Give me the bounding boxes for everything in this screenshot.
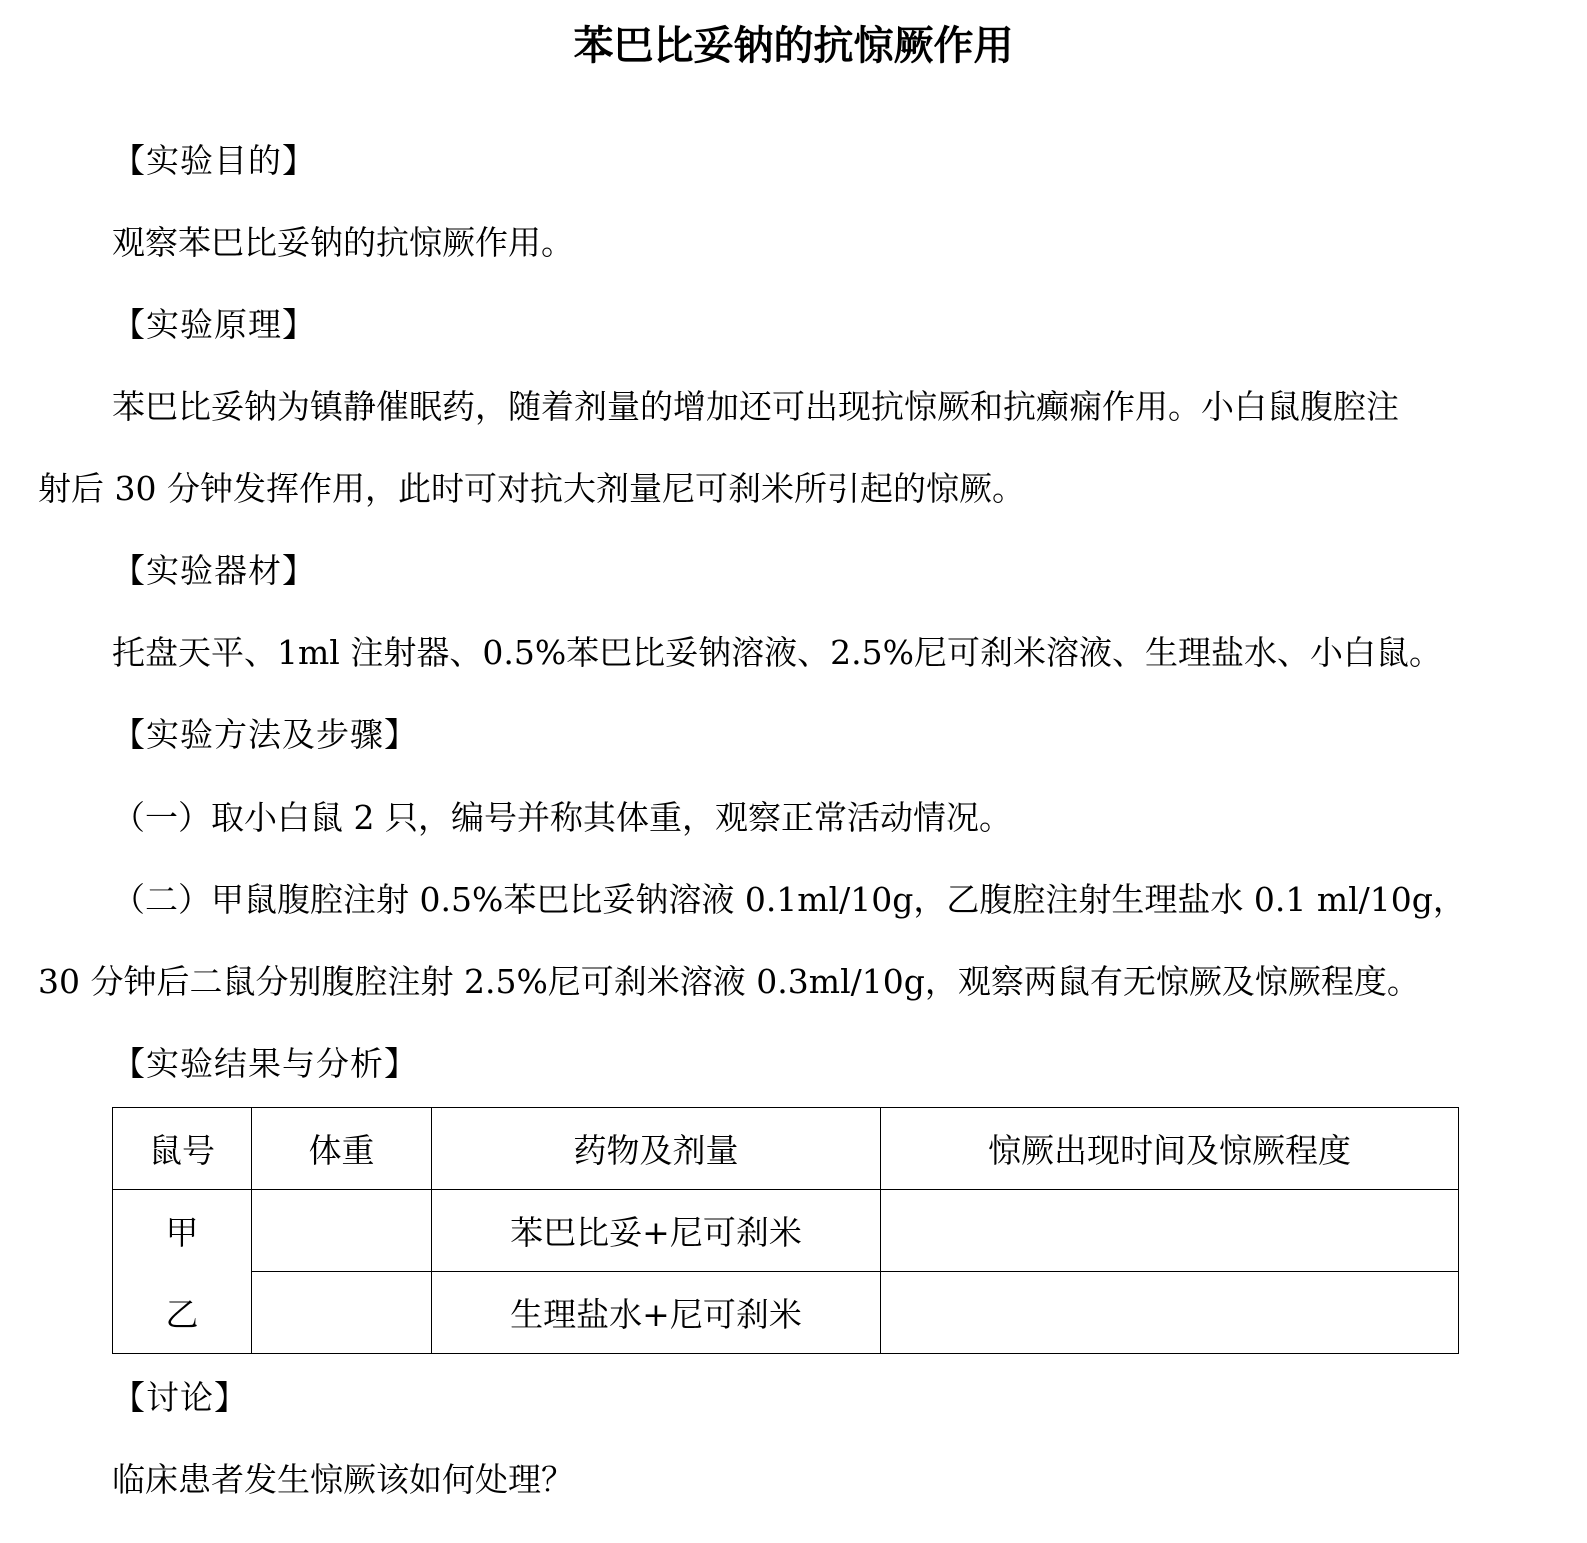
mouse-number-cell: 乙 xyxy=(113,1272,252,1354)
results-heading: 【实验结果与分析】 xyxy=(112,1044,418,1083)
discussion-text: 临床患者发生惊厥该如何处理？ xyxy=(112,1460,574,1499)
purpose-text: 观察苯巴比妥钠的抗惊厥作用。 xyxy=(112,223,574,262)
methods-step-1: （一）取小白鼠 2 只，编号并称其体重，观察正常活动情况。 xyxy=(112,798,1012,837)
methods-step-2-line-1: （二）甲鼠腹腔注射 0.5%苯巴比妥钠溶液 0.1ml/10g，乙腹腔注射生理盐水 0.1 ml/10g， xyxy=(112,880,1466,919)
principle-heading: 【实验原理】 xyxy=(112,305,316,344)
materials-heading: 【实验器材】 xyxy=(112,551,316,590)
table-header-row xyxy=(113,1108,1459,1190)
methods-step-2-line-2: 30 分钟后二鼠分别腹腔注射 2.5%尼可刹米溶液 0.3ml/10g，观察两鼠有无惊厥及惊厥程度。 xyxy=(38,962,1420,1001)
table-row xyxy=(113,1190,1459,1272)
drug-cell: 苯巴比妥+尼可刹米 xyxy=(432,1190,881,1272)
methods-heading: 【实验方法及步骤】 xyxy=(112,715,418,754)
convulsion-cell xyxy=(881,1190,1459,1272)
header-drug-dose: 药物及剂量 xyxy=(432,1108,881,1190)
document-title: 苯巴比妥钠的抗惊厥作用 xyxy=(573,23,1014,69)
drug-cell: 生理盐水+尼可刹米 xyxy=(432,1272,881,1354)
discussion-heading: 【讨论】 xyxy=(112,1378,248,1417)
purpose-heading: 【实验目的】 xyxy=(112,141,316,180)
mouse-number-cell: 甲 xyxy=(113,1190,252,1272)
materials-text: 托盘天平、1ml 注射器、0.5%苯巴比妥钠溶液、2.5%尼可刹米溶液、生理盐水、小白鼠。 xyxy=(112,633,1443,672)
weight-cell xyxy=(252,1190,432,1272)
table-row xyxy=(113,1272,1459,1354)
header-convulsion: 惊厥出现时间及惊厥程度 xyxy=(881,1108,1459,1190)
principle-text-line-1: 苯巴比妥钠为镇静催眠药，随着剂量的增加还可出现抗惊厥和抗癫痫作用。小白鼠腹腔注 xyxy=(112,387,1399,426)
convulsion-cell xyxy=(881,1272,1459,1354)
principle-text-line-2: 射后 30 分钟发挥作用，此时可对抗大剂量尼可刹米所引起的惊厥。 xyxy=(38,469,1025,508)
results-table xyxy=(112,1107,1459,1354)
header-weight: 体重 xyxy=(252,1108,432,1190)
weight-cell xyxy=(252,1272,432,1354)
header-mouse-number: 鼠号 xyxy=(113,1108,252,1190)
